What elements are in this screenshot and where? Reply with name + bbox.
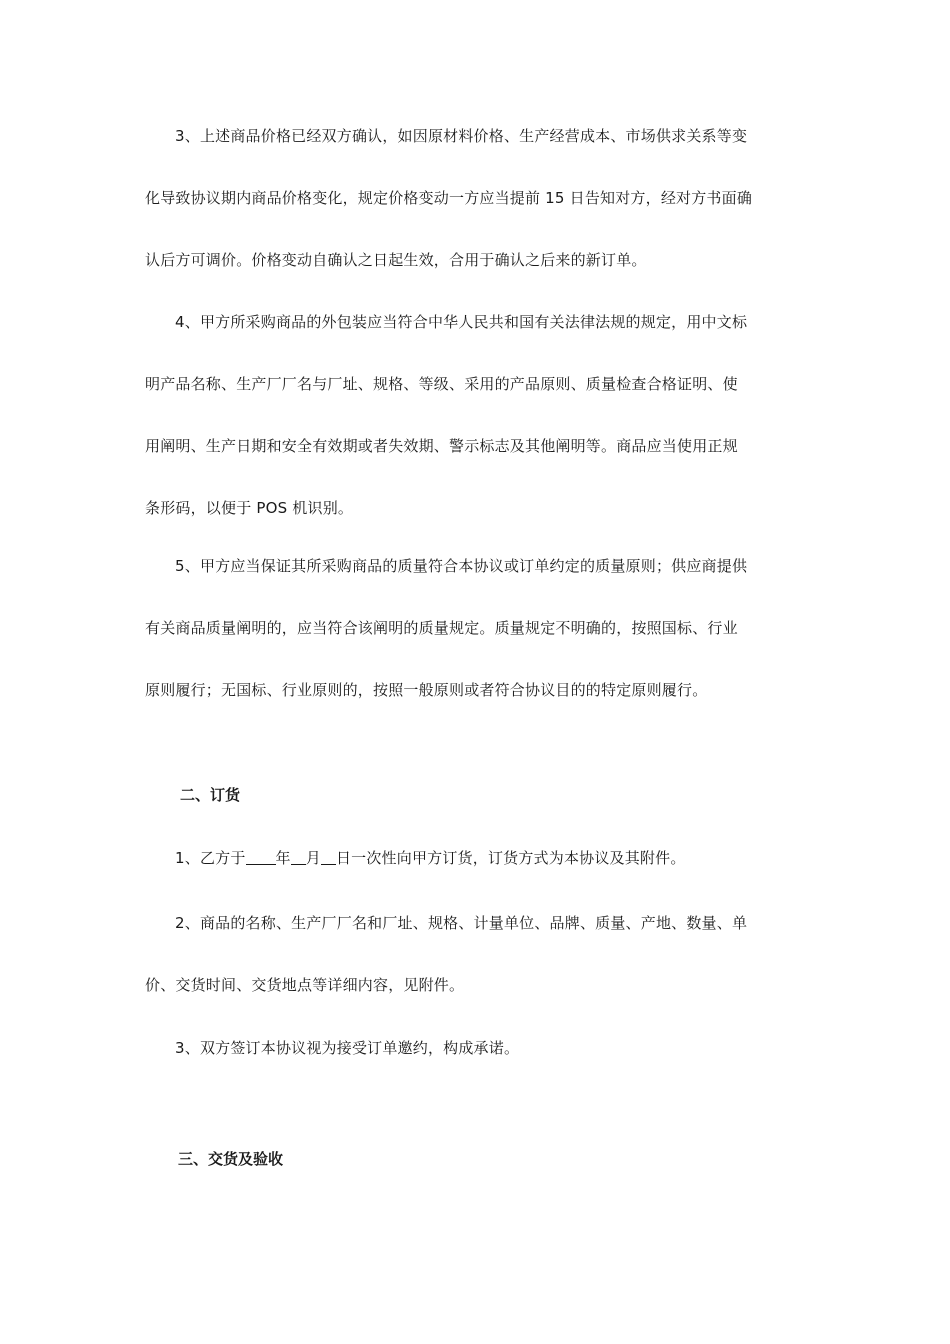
section-heading-delivery: 三、交货及验收 (178, 1150, 284, 1168)
section-heading-ordering: 二、订货 (180, 786, 241, 804)
day-blank (321, 850, 336, 865)
clause-line: 原则履行；无国标、行业原则的，按照一般原则或者符合协议目的的特定原则履行。 (145, 681, 708, 699)
clause-line: 条形码，以便于 POS 机识别。 (145, 499, 354, 517)
clause-line: 3、双方签订本协议视为接受订单邀约，构成承诺。 (175, 1039, 520, 1057)
clause-order-date (145, 827, 810, 889)
month-unit: 月 (305, 849, 321, 867)
clause-line: 3、上述商品价格已经双方确认，如因原材料价格、生产经营成本、市场供求关系等变 (175, 127, 748, 145)
clause-order-details (145, 892, 810, 1016)
clause-packaging (145, 291, 810, 539)
clause-line: 化导致协议期内商品价格变化，规定价格变动一方应当提前 15 日告知对方，经对方书面确 (145, 189, 753, 207)
clause-line: 4、甲方所采购商品的外包装应当符合中华人民共和国有关法律法规的规定，用中文标 (175, 313, 748, 331)
order-prefix: 1、乙方于 (175, 849, 246, 867)
month-blank (291, 850, 306, 865)
clause-line: 有关商品质量阐明的，应当符合该阐明的质量规定。质量规定不明确的，按照国标、行业 (145, 619, 738, 637)
clause-line: 用阐明、生产日期和安全有效期或者失效期、警示标志及其他阐明等。商品应当使用正规 (145, 437, 738, 455)
year-unit: 年 (275, 849, 291, 867)
order-suffix: 日一次性向甲方订货，订货方式为本协议及其附件。 (335, 849, 686, 867)
clause-line: 2、商品的名称、生产厂厂名和厂址、规格、计量单位、品牌、质量、产地、数量、单 (175, 914, 748, 932)
clause-line: 明产品名称、生产厂厂名与厂址、规格、等级、采用的产品原则、质量检查合格证明、使 (145, 375, 738, 393)
clause-quality (145, 535, 810, 721)
clause-line: 价、交货时间、交货地点等详细内容，见附件。 (145, 976, 465, 994)
year-blank (246, 850, 276, 865)
clause-order-acceptance (145, 1017, 810, 1079)
clause-line: 5、甲方应当保证其所采购商品的质量符合本协议或订单约定的质量原则；供应商提供 (175, 557, 748, 575)
clause-line: 认后方可调价。价格变动自确认之日起生效，合用于确认之后来的新订单。 (145, 251, 647, 269)
clause-line (145, 827, 810, 889)
clause-price-adjustment (145, 105, 810, 291)
